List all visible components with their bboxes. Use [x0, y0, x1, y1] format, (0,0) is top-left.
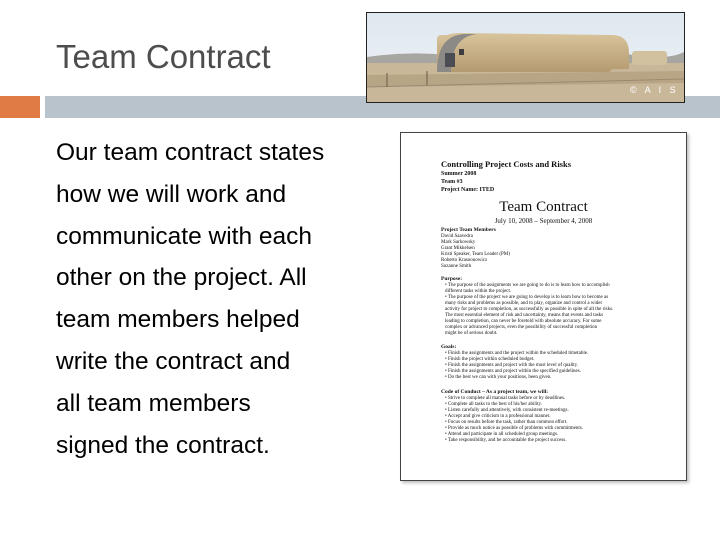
- doc-conduct-item: • Provide as much notice as possible of problems with commitments.: [445, 426, 583, 431]
- body-text: [56, 132, 386, 466]
- body-line: other on the project. All: [56, 264, 307, 292]
- doc-goal: • Finish the project within scheduled budget.: [445, 357, 535, 362]
- body-line: team members helped: [56, 306, 300, 334]
- doc-purpose-line: different tasks within the project.: [445, 289, 512, 294]
- doc-purpose-line: might be of serious doubt.: [445, 331, 498, 336]
- doc-purpose-line: The most essential element of risk and uncertainty, means that events and tasks: [445, 313, 604, 318]
- doc-purpose-line: • The purpose of the project we are going to develop is to learn how to become as: [445, 295, 609, 300]
- doc-conduct-item: • Focus on results before the task, rather than common effort.: [445, 420, 568, 425]
- body-line: Our team contract states: [56, 139, 325, 166]
- doc-member: Mark Sarkowsky: [441, 240, 476, 245]
- doc-goals-heading: Goals:: [441, 344, 457, 350]
- doc-members-heading: Project Team Members: [441, 227, 496, 233]
- doc-goal: • Finish the assignments and the project within the scheduled timetable.: [445, 351, 589, 356]
- doc-meta-line: Team #3: [441, 179, 463, 185]
- body-line: communicate with each: [56, 222, 313, 250]
- doc-purpose-line: complex or advanced projects, even the possibility of successful completion: [445, 325, 598, 330]
- slide-title: Team Contract: [56, 38, 271, 75]
- doc-member: Kristi Speaker, Team Leader (PM): [441, 252, 510, 257]
- doc-goal: • Finish the assignments and project with the most level of quality.: [445, 363, 579, 368]
- doc-member: Grant Mikkelsen: [441, 246, 475, 251]
- body-line: how we will work and: [56, 180, 287, 208]
- body-line: signed the contract.: [56, 431, 270, 459]
- photo-caption: © A I S: [630, 85, 679, 95]
- title-rule-accent: [0, 96, 40, 118]
- doc-dates: July 10, 2008 – September 4, 2008: [494, 217, 593, 225]
- doc-member: Suzanne Smith: [441, 264, 472, 269]
- doc-big-title: Team Contract: [499, 199, 588, 215]
- doc-conduct-item: • Accept and give criticism in a professional manner.: [445, 414, 551, 419]
- doc-purpose-line: activity for project to completion, as successfully as possible in spite of all the risks.: [445, 307, 614, 312]
- team-contract-document: [400, 132, 687, 481]
- doc-member: Roberto Krasnonowicz: [441, 258, 488, 263]
- doc-purpose-line: • The purpose of the assignments we are going to do is to learn how to accomplish: [445, 283, 610, 288]
- doc-goal: • Finish the assignments and project within the specified guidelines.: [445, 369, 581, 374]
- doc-purpose-heading: Purpose:: [441, 276, 463, 282]
- body-line: write the contract and: [56, 347, 291, 375]
- doc-conduct-item: • Listen carefully and attentively, with consistent re-meetings.: [445, 408, 569, 413]
- doc-conduct-item: • Attend and participate in all scheduled group meetings.: [445, 432, 559, 437]
- body-line: all team members: [56, 389, 251, 417]
- doc-conduct-item: • Strive to complete all manual tasks before or by deadlines.: [445, 396, 566, 401]
- doc-purpose-line: leading to completion, can never be foretold with absolute accuracy. For some: [445, 319, 602, 324]
- doc-meta-line: Project Name: ITED: [441, 187, 495, 193]
- doc-goal: • Do the best we can with your positions, been given.: [445, 375, 552, 380]
- doc-conduct-item: • Take responsibility, and be accountable the project success.: [445, 438, 567, 443]
- doc-purpose-line: many risks and problems as possible, and to play, organize and control a wider: [445, 301, 603, 306]
- doc-member: David Saavedra: [441, 234, 473, 239]
- doc-heading: Controlling Project Costs and Risks: [441, 159, 572, 169]
- doc-conduct-heading: Code of Conduct – As a project team, we will:: [441, 389, 549, 395]
- doc-conduct-item: • Complete all tasks to the best of his/her ability.: [445, 402, 542, 407]
- doc-meta-line: Summer 2008: [441, 171, 477, 177]
